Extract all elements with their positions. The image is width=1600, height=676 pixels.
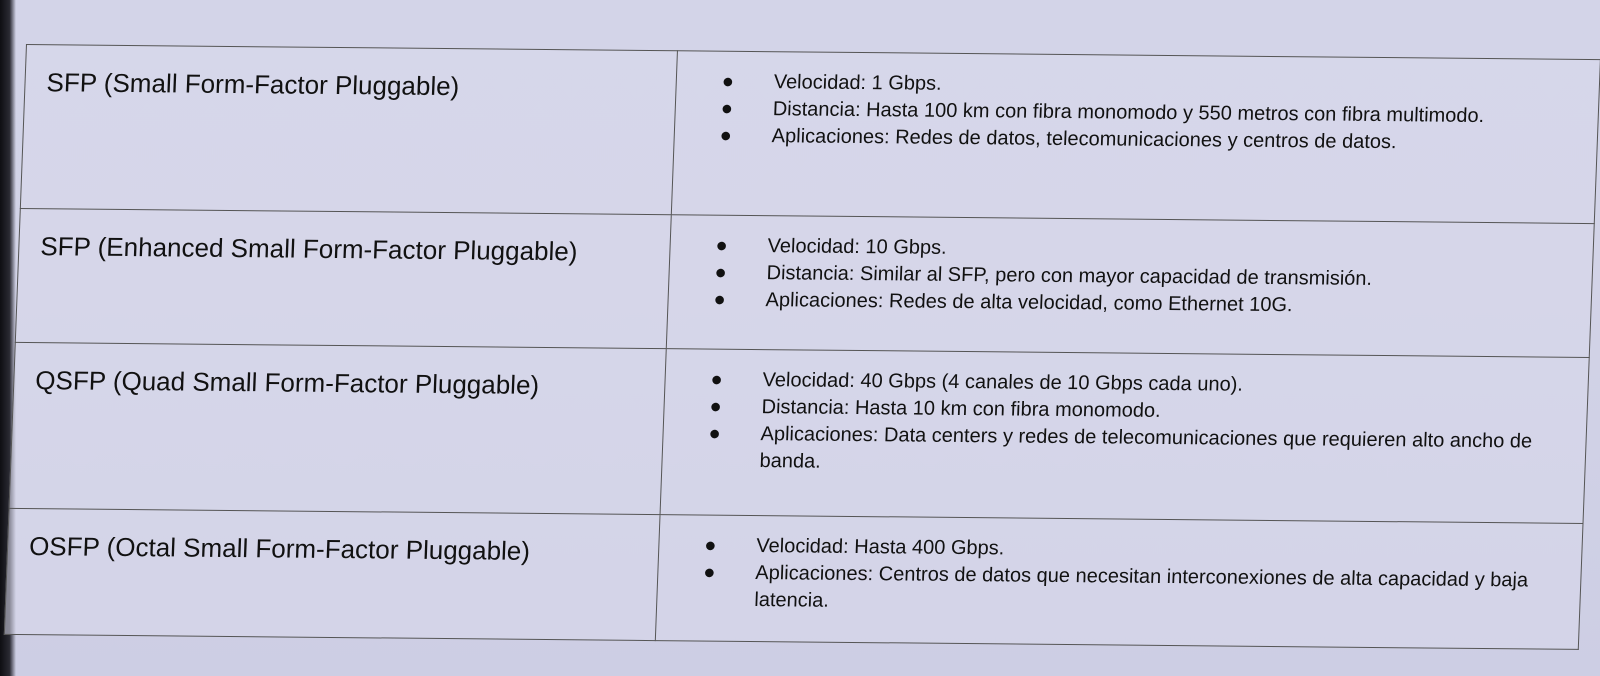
spec-item: ● Velocidad: 1 Gbps. bbox=[721, 70, 943, 95]
bullet-icon: ● bbox=[719, 124, 733, 147]
table-row-osfp bbox=[4, 508, 1583, 649]
spec-item: ● Distancia: Hasta 10 km con fibra monomodo. bbox=[709, 395, 1162, 422]
spec-item: ● Aplicaciones: Redes de datos, telecomunicaciones y centros de datos. bbox=[719, 124, 1397, 154]
spec-list bbox=[675, 52, 1599, 158]
bullet-icon: ● bbox=[710, 368, 724, 391]
transceiver-table bbox=[4, 44, 1600, 650]
module-name-cell bbox=[9, 342, 666, 514]
bullet-icon: ● bbox=[703, 534, 717, 557]
spec-item: ● Distancia: Hasta 100 km con fibra monomodo y 550 metros con fibra multimodo. bbox=[720, 97, 1485, 127]
spec-item: ● Aplicaciones: Centros de datos que necesitan interconexiones de alta capacidad y baja latencia. bbox=[702, 561, 1529, 612]
module-name: QSFP (Quad Small Form-Factor Pluggable) bbox=[34, 365, 540, 400]
bullet-icon: ● bbox=[709, 395, 723, 418]
bullet-icon: ● bbox=[714, 261, 728, 284]
spec-item: ● Aplicaciones: Data centers y redes de telecomunicaciones que requieren alto ancho de banda. bbox=[708, 422, 1533, 473]
spec-list bbox=[663, 350, 1588, 483]
transceiver-table-wrapper bbox=[4, 44, 1600, 649]
spec-item: ● Aplicaciones: Redes de alta velocidad, como Ethernet 10G. bbox=[713, 288, 1293, 317]
module-specs-cell bbox=[671, 51, 1600, 224]
bullet-icon: ● bbox=[702, 561, 716, 584]
module-name: SFP (Small Form-Factor Pluggable) bbox=[46, 67, 460, 102]
bullet-icon: ● bbox=[713, 288, 727, 311]
bullet-icon: ● bbox=[720, 97, 734, 120]
table-row-qsfp bbox=[9, 342, 1589, 523]
spec-item: ● Distancia: Similar al SFP, pero con mayor capacidad de transmisión. bbox=[714, 261, 1373, 290]
module-name: SFP (Enhanced Small Form-Factor Pluggable) bbox=[39, 231, 579, 267]
bullet-icon: ● bbox=[721, 70, 735, 93]
table-row-sfp bbox=[20, 45, 1600, 224]
module-specs-cell bbox=[660, 349, 1589, 524]
spec-list bbox=[669, 216, 1593, 322]
module-name-cell bbox=[20, 45, 677, 215]
spec-list bbox=[658, 516, 1582, 622]
module-name: OSFP (Octal Small Form-Factor Pluggable) bbox=[28, 531, 531, 566]
spec-item: ● Velocidad: 10 Gbps. bbox=[715, 234, 948, 259]
module-specs-cell bbox=[655, 515, 1583, 650]
bullet-icon: ● bbox=[708, 422, 722, 445]
spec-item: ● Velocidad: Hasta 400 Gbps. bbox=[703, 534, 1005, 560]
spec-item: ● Velocidad: 40 Gbps (4 canales de 10 Gbps cada uno). bbox=[710, 368, 1244, 396]
module-specs-cell bbox=[666, 215, 1594, 358]
module-name-cell bbox=[15, 208, 671, 348]
table-row-sfp-enhanced bbox=[15, 208, 1594, 357]
bullet-icon: ● bbox=[715, 234, 729, 257]
module-name-cell bbox=[4, 508, 660, 640]
